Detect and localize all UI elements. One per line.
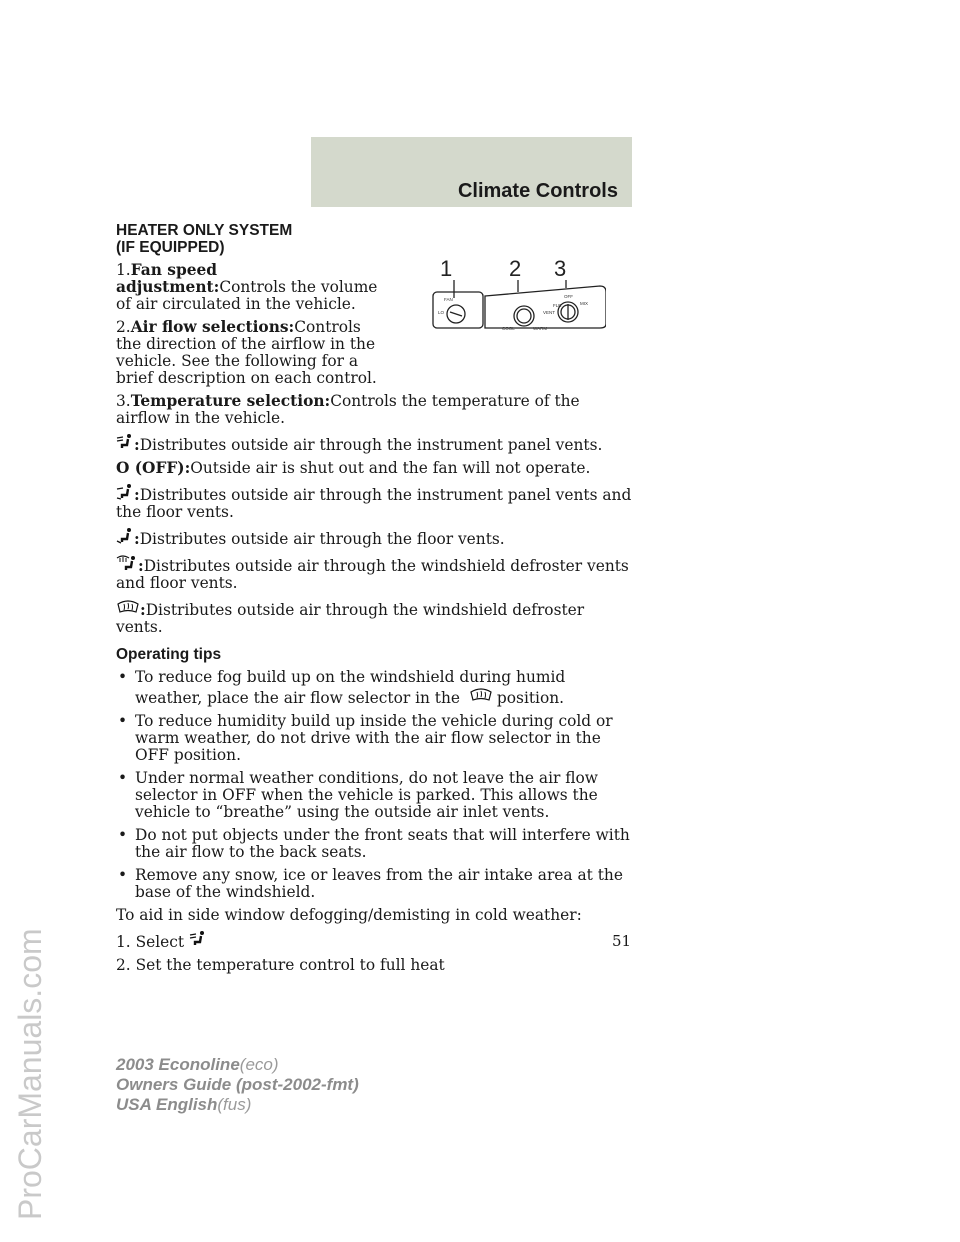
- mode-panel-floor: :Distributes outside air through the instrument panel vents and the floor vents.: [116, 483, 632, 521]
- defrost-icon: [469, 686, 493, 704]
- list-item: • Do not put objects under the front seats that will interfere with the air flow to the back seats.: [118, 826, 630, 861]
- callout-1: 1: [440, 256, 453, 281]
- defrost-icon: [116, 598, 140, 616]
- svg-text:FAN: FAN: [444, 297, 453, 302]
- svg-text:VENT: VENT: [543, 310, 556, 315]
- mode-defrost-floor: :Distributes outside air through the windshield defroster vents and floor vents.: [116, 554, 632, 592]
- list-item: • Under normal weather conditions, do not leave the air flow selector in OFF when the vehicle is parked. This allows the vehicle to “breathe” using the outside air inlet vents.: [118, 769, 598, 821]
- svg-text:LO: LO: [438, 310, 445, 315]
- section-title: HEATER ONLY SYSTEM (IF EQUIPPED): [116, 222, 293, 256]
- svg-text:COOL: COOL: [502, 326, 515, 330]
- control-item-2: 2.Air flow selections:Controls the direction of the airflow in the vehicle. See the following for a brief description on each control.: [116, 318, 377, 387]
- chapter-header-bar: [311, 137, 632, 207]
- operating-tips-heading: Operating tips: [116, 646, 222, 663]
- list-item: • To reduce fog build up on the windshield during humid weather, place the air flow selector in the position.: [118, 668, 566, 707]
- panel-vent-icon: [189, 930, 207, 948]
- control-item-3: 3.Temperature selection:Controls the temperature of the airflow in the vehicle.: [116, 392, 580, 427]
- panel-floor-vent-icon: [116, 483, 134, 501]
- defog-step-2: 2. Set the temperature control to full heat: [116, 956, 445, 974]
- chapter-title: Climate Controls: [457, 180, 618, 202]
- page-content: [116, 222, 632, 980]
- defog-step-1: 1. Select: [116, 930, 632, 951]
- defog-intro: To aid in side window defogging/demisting in cold weather:: [116, 906, 582, 924]
- operating-tips-list: [116, 669, 632, 901]
- document-footer: 2003 Econoline(eco) Owners Guide (post-2002-fmt) USA English(fus): [116, 1055, 359, 1114]
- floor-vent-icon: [116, 527, 134, 545]
- callout-3: 3: [554, 256, 567, 281]
- side-watermark: ProCarManuals.com: [12, 928, 48, 1220]
- mode-off: O (OFF):Outside air is shut out and the fan will not operate.: [116, 459, 591, 477]
- panel-vent-icon: [116, 433, 134, 451]
- svg-text:MIX: MIX: [580, 301, 589, 306]
- list-item: • Remove any snow, ice or leaves from the air intake area at the base of the windshield.: [118, 866, 623, 901]
- mode-panel: :Distributes outside air through the instrument panel vents.: [116, 433, 632, 454]
- svg-text:OFF: OFF: [564, 294, 573, 299]
- defrost-floor-icon: [116, 554, 138, 572]
- page-number: 51: [612, 932, 632, 950]
- callout-2: 2: [509, 256, 522, 281]
- svg-text:FLR: FLR: [553, 303, 562, 308]
- svg-text:WARM: WARM: [533, 326, 548, 330]
- mode-defrost: :Distributes outside air through the windshield defroster vents.: [116, 598, 632, 636]
- control-item-1: 1.Fan speed adjustment:Controls the volume of air circulated in the vehicle.: [116, 261, 378, 313]
- mode-floor: :Distributes outside air through the floor vents.: [116, 527, 632, 548]
- list-item: • To reduce humidity build up inside the vehicle during cold or warm weather, do not drive with the air flow selector in the OFF position.: [118, 712, 613, 764]
